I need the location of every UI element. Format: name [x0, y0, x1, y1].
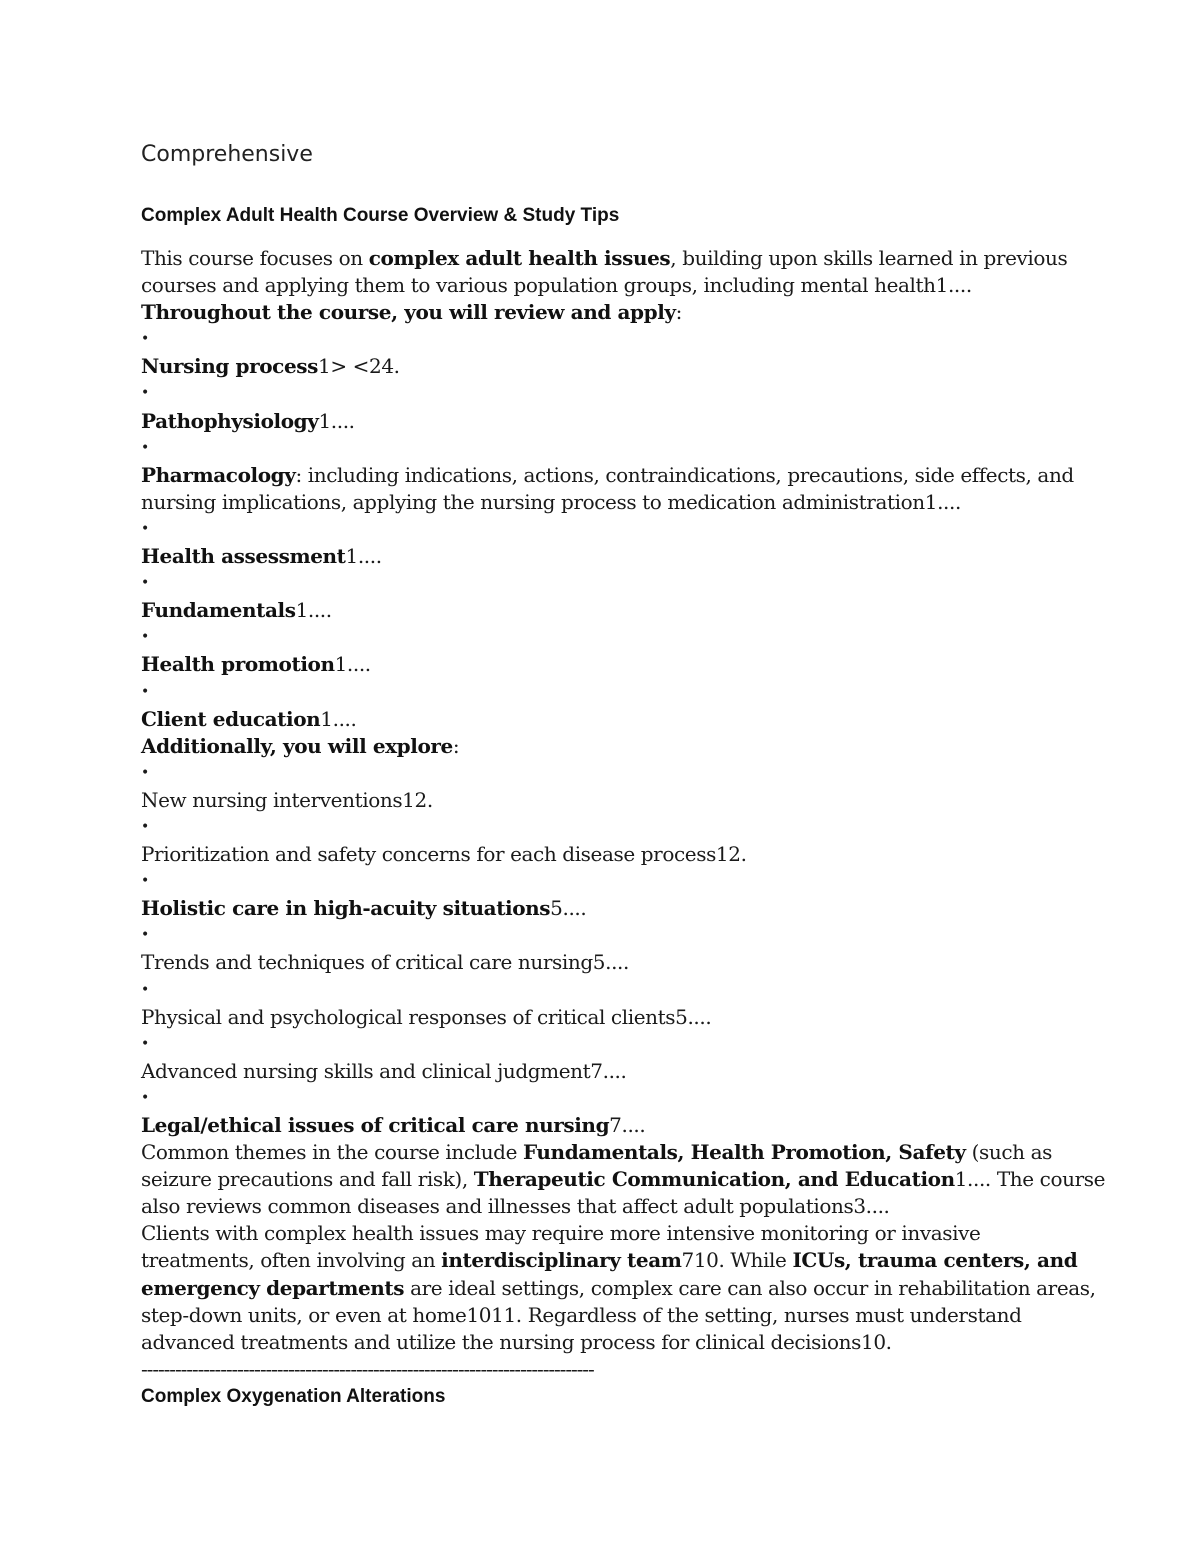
list-item: Pathophysiology1.... [141, 408, 355, 433]
separator-line: -------------------------------------------------------------------------------- [141, 1357, 594, 1381]
list-item: Fundamentals1.... [141, 598, 332, 623]
bullet-marker: • [141, 331, 149, 348]
list-item: Nursing process1> <24. [141, 354, 400, 379]
list-item: Legal/ethical issues of critical care nursing7.... [141, 1113, 646, 1137]
clients-paragraph-line: treatments, often involving an interdisciplinary team710. While ICUs, trauma centers, and [141, 1248, 1078, 1273]
bullet-marker: • [141, 873, 149, 890]
bullet-marker: • [141, 1089, 149, 1106]
themes-paragraph-line: seizure precautions and fall risk), Therapeutic Communication, and Education1.... The course [141, 1167, 1106, 1192]
bullet-marker: • [141, 764, 149, 781]
list-item: New nursing interventions12. [141, 787, 433, 812]
bullet-marker: • [141, 927, 149, 944]
bullet-marker: • [141, 818, 149, 835]
intro-line: courses and applying them to various population groups, including mental health1.... [141, 273, 972, 298]
bullet-marker: • [141, 520, 149, 537]
themes-paragraph-line: Common themes in the course include Fundamentals, Health Promotion, Safety (such as [141, 1140, 1052, 1165]
bullet-marker: • [141, 629, 149, 646]
list-item: Holistic care in high-acuity situations5.... [141, 896, 587, 921]
list-item: Trends and techniques of critical care nursing5.... [141, 950, 629, 975]
list-item: Client education1.... [141, 706, 357, 731]
explore-heading: Additionally, you will explore: [141, 733, 460, 758]
clients-paragraph-line: emergency departments are ideal settings, complex care can also occur in rehabilitation areas, [141, 1275, 1096, 1300]
list-item: Pharmacology: including indications, actions, contraindications, precautions, side effects, and [141, 462, 1074, 487]
list-item: Advanced nursing skills and clinical judgment7.... [141, 1058, 627, 1083]
bullet-marker: • [141, 385, 149, 402]
list-item: Health promotion1.... [141, 652, 371, 677]
list-item: Health assessment1.... [141, 544, 382, 569]
clients-paragraph-line: advanced treatments and utilize the nursing process for clinical decisions10. [141, 1329, 892, 1354]
bullet-marker: • [141, 683, 149, 700]
clients-paragraph-line: Clients with complex health issues may require more intensive monitoring or invasive [141, 1221, 981, 1246]
list-item-continuation: nursing implications, applying the nursing process to medication administration1.... [141, 489, 961, 514]
section-heading-oxygenation: Complex Oxygenation Alterations [141, 1386, 446, 1407]
bullet-marker: • [141, 1035, 149, 1052]
bullet-marker: • [141, 575, 149, 592]
review-heading: Throughout the course, you will review and apply: [141, 300, 682, 325]
page-title: Comprehensive [141, 142, 313, 167]
section-heading-overview: Complex Adult Health Course Overview & Study Tips [141, 205, 620, 226]
clients-paragraph-line: step-down units, or even at home1011. Regardless of the setting, nurses must understand [141, 1302, 1022, 1327]
list-item: Prioritization and safety concerns for each disease process12. [141, 842, 747, 867]
list-item: Physical and psychological responses of critical clients5.... [141, 1004, 712, 1029]
themes-paragraph-line: also reviews common diseases and illnesses that affect adult populations3.... [141, 1194, 890, 1219]
document-body [141, 245, 1106, 1356]
bullet-marker: • [141, 439, 149, 456]
intro-line: This course focuses on complex adult health issues, building upon skills learned in previous [141, 246, 1068, 270]
bullet-marker: • [141, 981, 149, 998]
